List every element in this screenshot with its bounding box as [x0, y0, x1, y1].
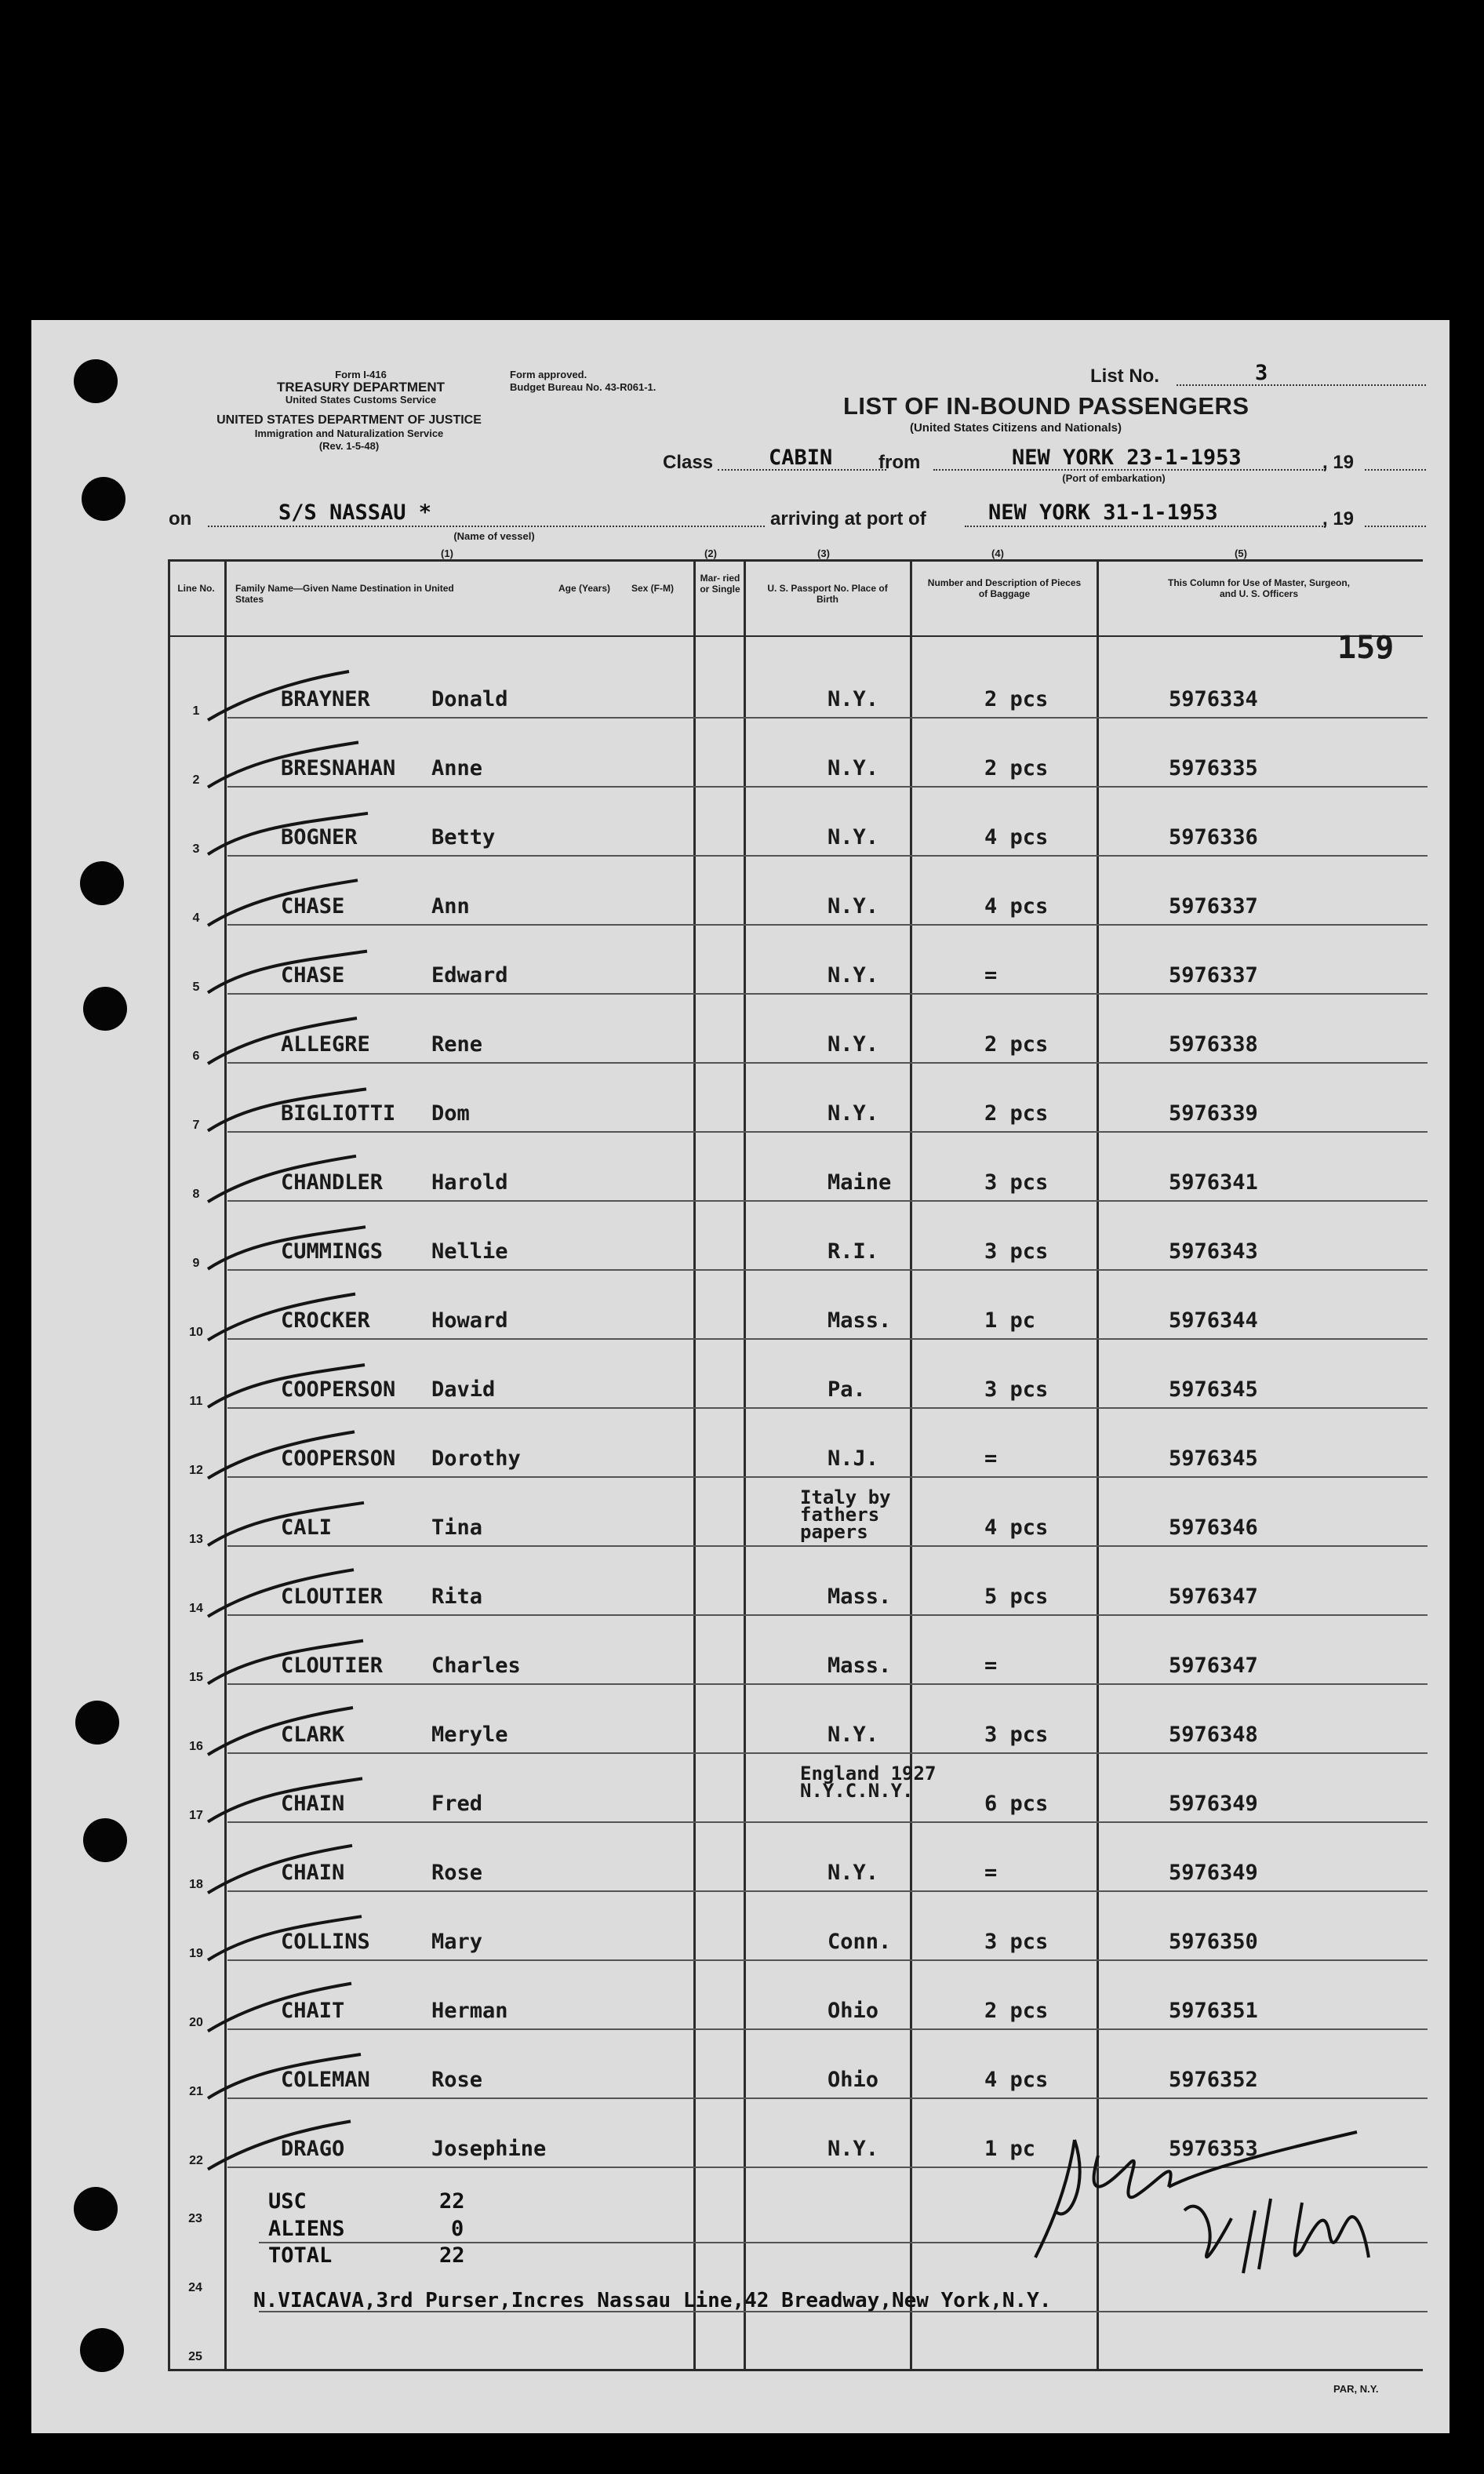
place-of-birth: Mass.	[827, 1584, 892, 1609]
place-of-birth: N.Y.	[827, 1101, 879, 1126]
ticket-number: 5976334	[1169, 687, 1258, 711]
family-name: CHAIN	[281, 1861, 345, 1885]
binder-hole	[82, 477, 125, 521]
family-name: BOGNER	[281, 825, 358, 850]
header-line-no: Line No.	[177, 583, 215, 594]
family-name: CLARK	[281, 1723, 345, 1747]
table-top-rule	[168, 559, 1423, 562]
place-of-birth: Italy by fathers papers	[800, 1486, 891, 1543]
family-name: BRAYNER	[281, 687, 370, 711]
given-name: Edward	[431, 963, 508, 988]
baggage: 4 pcs	[984, 825, 1049, 850]
header-passport: U. S. Passport No. Place of Birth	[767, 583, 888, 605]
ticket-number: 5976349	[1169, 1861, 1258, 1885]
baggage: 5 pcs	[984, 1584, 1049, 1609]
baggage: =	[984, 963, 998, 988]
line-number: 19	[189, 1947, 203, 1960]
place-of-birth: Mass.	[827, 1308, 892, 1333]
passenger-row	[31, 719, 1449, 788]
passenger-row	[31, 1961, 1449, 2030]
given-name: Meryle	[431, 1723, 508, 1747]
family-name: CHAIT	[281, 1999, 345, 2023]
passenger-row	[31, 1754, 1449, 1823]
header-age: Age (Years)	[558, 583, 611, 594]
passenger-row	[31, 926, 1449, 995]
revision: (Rev. 1-5-48)	[318, 440, 380, 452]
class-value: CABIN	[769, 446, 833, 470]
line-number: 22	[189, 2154, 203, 2167]
ticket-number: 5976347	[1169, 1584, 1258, 1609]
form-sheet	[31, 320, 1449, 2433]
passenger-row	[31, 2030, 1449, 2099]
place-of-birth: Ohio	[827, 1999, 879, 2023]
aliens-value: 0	[451, 2217, 464, 2241]
family-name: CHASE	[281, 963, 345, 988]
arriving-value: NEW YORK 31-1-1953	[988, 500, 1218, 525]
passenger-row	[31, 1478, 1449, 1547]
place-of-birth: N.Y.	[827, 1032, 879, 1057]
col-num-1: (1)	[441, 548, 453, 559]
class-label: Class	[663, 452, 714, 473]
ticket-number: 5976352	[1169, 2068, 1258, 2092]
line-number: 20	[189, 2016, 203, 2029]
baggage: 2 pcs	[984, 1032, 1049, 1057]
list-no-value: 3	[1255, 361, 1268, 385]
place-of-birth: N.Y.	[827, 963, 879, 988]
line-number: 24	[188, 2281, 202, 2294]
vessel-value: S/S NASSAU *	[278, 500, 432, 525]
list-no-label: List No.	[1090, 366, 1159, 387]
place-of-birth: N.J.	[827, 1446, 879, 1471]
purser-line: N.VIACAVA,3rd Purser,Incres Nassau Line,42 Breadway,New York,N.Y.	[253, 2289, 1052, 2312]
arriving-year-suffix: , 19	[1322, 508, 1355, 529]
family-name: CHAIN	[281, 1792, 345, 1816]
line-number: 8	[192, 1188, 200, 1201]
total-value: 22	[439, 2243, 465, 2268]
family-name: CROCKER	[281, 1308, 370, 1333]
passenger-row	[31, 1064, 1449, 1133]
line-number: 1	[192, 704, 200, 718]
table-bottom-rule	[168, 2369, 1423, 2371]
col-num-3: (3)	[817, 548, 830, 559]
baggage: 6 pcs	[984, 1792, 1049, 1816]
arriving-label: arriving at port of	[770, 508, 926, 529]
line-number: 9	[192, 1257, 200, 1270]
ticket-number: 5976336	[1169, 825, 1258, 850]
given-name: Charles	[431, 1654, 521, 1678]
line-number: 10	[189, 1326, 203, 1339]
given-name: Josephine	[431, 2137, 547, 2161]
family-name: DRAGO	[281, 2137, 345, 2161]
given-name: Dorothy	[431, 1446, 521, 1471]
baggage: 4 pcs	[984, 2068, 1049, 2092]
passenger-row	[31, 1133, 1449, 1202]
from-value: NEW YORK 23-1-1953	[1012, 446, 1242, 470]
baggage: 3 pcs	[984, 1723, 1049, 1747]
baggage: 1 pc	[984, 1308, 1036, 1333]
passenger-row	[31, 1823, 1449, 1892]
binder-hole	[74, 359, 118, 403]
family-name: CHANDLER	[281, 1170, 384, 1195]
given-name: Anne	[431, 756, 483, 780]
passenger-row	[31, 1616, 1449, 1685]
ticket-number: 5976343	[1169, 1239, 1258, 1264]
usc-label: USC	[268, 2189, 307, 2214]
ticket-number: 5976351	[1169, 1999, 1258, 2023]
ticket-number: 5976338	[1169, 1032, 1258, 1057]
line-number: 25	[188, 2350, 202, 2363]
place-of-birth: Maine	[827, 1170, 892, 1195]
given-name: Fred	[431, 1792, 483, 1816]
handwritten-signature	[1020, 2124, 1428, 2312]
baggage: 2 pcs	[984, 1999, 1049, 2023]
vessel-label: (Name of vessel)	[453, 530, 535, 542]
family-name: BRESNAHAN	[281, 756, 396, 780]
line-number: 23	[188, 2212, 202, 2225]
aliens-label: ALIENS	[268, 2217, 345, 2241]
ticket-number: 5976345	[1169, 1377, 1258, 1402]
passenger-row	[31, 1685, 1449, 1754]
line-number: 13	[189, 1533, 203, 1546]
baggage: 3 pcs	[984, 1930, 1049, 1954]
family-name: CHASE	[281, 894, 345, 919]
place-of-birth: N.Y.	[827, 687, 879, 711]
line-number: 12	[189, 1464, 203, 1477]
list-title: LIST OF IN-BOUND PASSENGERS	[843, 392, 1249, 420]
line-number: 17	[189, 1809, 203, 1822]
place-of-birth: N.Y.	[827, 1723, 879, 1747]
family-name: CLOUTIER	[281, 1654, 384, 1678]
passenger-row	[31, 857, 1449, 926]
line-number: 18	[189, 1878, 203, 1891]
given-name: Mary	[431, 1930, 483, 1954]
col-num-2: (2)	[704, 548, 717, 559]
from-label: from	[878, 452, 921, 473]
given-name: Ann	[431, 894, 470, 919]
form-approved: Form approved.	[510, 369, 587, 380]
line-number: 16	[189, 1740, 203, 1753]
family-name: CALI	[281, 1515, 333, 1540]
col-num-4: (4)	[991, 548, 1004, 559]
ticket-number: 5976341	[1169, 1170, 1258, 1195]
given-name: Rose	[431, 1861, 483, 1885]
family-name: COLLINS	[281, 1930, 370, 1954]
line-number: 14	[189, 1602, 203, 1615]
line-number: 3	[192, 842, 200, 856]
baggage: 3 pcs	[984, 1239, 1049, 1264]
header-baggage: Number and Description of Pieces of Baggage	[927, 577, 1082, 599]
place-of-birth: Ohio	[827, 2068, 879, 2092]
place-of-birth: Pa.	[827, 1377, 866, 1402]
given-name: Herman	[431, 1999, 508, 2023]
binder-hole	[80, 2328, 124, 2372]
family-name: ALLEGRE	[281, 1032, 370, 1057]
passenger-row	[31, 1547, 1449, 1616]
usc-value: 22	[439, 2189, 465, 2214]
col-num-5: (5)	[1235, 548, 1247, 559]
justice-dept: UNITED STATES DEPARTMENT OF JUSTICE	[216, 413, 482, 427]
place-of-birth: Mass.	[827, 1654, 892, 1678]
place-of-birth: N.Y.	[827, 894, 879, 919]
passenger-row	[31, 995, 1449, 1064]
line-number: 7	[192, 1119, 200, 1132]
line-number: 2	[192, 773, 200, 787]
baggage: 3 pcs	[984, 1377, 1049, 1402]
given-name: Tina	[431, 1515, 483, 1540]
family-name: CUMMINGS	[281, 1239, 384, 1264]
given-name: Rose	[431, 2068, 483, 2092]
family-name: COOPERSON	[281, 1446, 396, 1471]
ins-service: Immigration and Naturalization Service	[254, 427, 444, 439]
from-year-suffix: , 19	[1322, 452, 1355, 473]
line-number: 5	[192, 981, 200, 994]
baggage: 2 pcs	[984, 756, 1049, 780]
given-name: Rene	[431, 1032, 483, 1057]
header-sex: Sex (F-M)	[631, 583, 674, 594]
header-name: Family Name—Given Name Destination in United States	[235, 583, 454, 605]
ticket-number: 5976337	[1169, 963, 1258, 988]
family-name: BIGLIOTTI	[281, 1101, 396, 1126]
passenger-row	[31, 1271, 1449, 1340]
passenger-row	[31, 649, 1449, 719]
on-label: on	[169, 508, 192, 529]
ticket-number: 5976344	[1169, 1308, 1258, 1333]
passenger-row	[31, 1202, 1449, 1271]
ticket-number: 5976349	[1169, 1792, 1258, 1816]
customs-service: United States Customs Service	[285, 394, 437, 406]
place-of-birth: England 1927 N.Y.C.N.Y.	[800, 1763, 937, 1802]
header-officers: This Column for Use of Master, Surgeon, and U. S. Officers	[1167, 577, 1351, 599]
place-of-birth: R.I.	[827, 1239, 879, 1264]
given-name: Rita	[431, 1584, 483, 1609]
given-name: Nellie	[431, 1239, 508, 1264]
place-of-birth: N.Y.	[827, 825, 879, 850]
budget-bureau: Budget Bureau No. 43-R061-1.	[510, 381, 657, 393]
ticket-number: 5976335	[1169, 756, 1258, 780]
line-number: 6	[192, 1050, 200, 1063]
family-name: COLEMAN	[281, 2068, 370, 2092]
baggage: 1 pc	[984, 2137, 1036, 2161]
ticket-number: 5976348	[1169, 1723, 1258, 1747]
ticket-number: 5976347	[1169, 1654, 1258, 1678]
place-of-birth: N.Y.	[827, 2137, 879, 2161]
page-stamp: 159	[1337, 630, 1395, 666]
line-number: 11	[189, 1395, 203, 1408]
treasury-dept: TREASURY DEPARTMENT	[276, 380, 446, 395]
place-of-birth: Conn.	[827, 1930, 892, 1954]
passenger-row	[31, 788, 1449, 857]
family-name: COOPERSON	[281, 1377, 396, 1402]
header-bottom-rule	[168, 635, 1423, 637]
header-married: Mar- ried or Single	[700, 573, 740, 595]
port-embarkation-label: (Port of embarkation)	[1062, 472, 1166, 484]
check-mark-icon	[200, 2115, 380, 2185]
ticket-number: 5976337	[1169, 894, 1258, 919]
given-name: Howard	[431, 1308, 508, 1333]
line-number: 15	[189, 1671, 203, 1684]
printer-mark: PAR, N.Y.	[1333, 2383, 1379, 2395]
total-label: TOTAL	[268, 2243, 333, 2268]
given-name: Donald	[431, 687, 508, 711]
given-name: Harold	[431, 1170, 508, 1195]
form-number: Form I-416	[335, 369, 387, 380]
line-number: 21	[189, 2085, 203, 2098]
ticket-number: 5976346	[1169, 1515, 1258, 1540]
ticket-number: 5976339	[1169, 1101, 1258, 1126]
baggage: 2 pcs	[984, 1101, 1049, 1126]
passenger-row	[31, 1892, 1449, 1961]
passenger-row	[31, 1340, 1449, 1409]
baggage: 2 pcs	[984, 687, 1049, 711]
passenger-row	[31, 1409, 1449, 1478]
ticket-number: 5976353	[1169, 2137, 1258, 2161]
place-of-birth: N.Y.	[827, 1861, 879, 1885]
line-number: 4	[192, 911, 200, 925]
list-subtitle: (United States Citizens and Nationals)	[909, 421, 1122, 435]
binder-hole	[74, 2187, 118, 2231]
baggage: =	[984, 1861, 998, 1885]
given-name: Betty	[431, 825, 496, 850]
baggage: 4 pcs	[984, 894, 1049, 919]
ticket-number: 5976350	[1169, 1930, 1258, 1954]
family-name: CLOUTIER	[281, 1584, 384, 1609]
baggage: 3 pcs	[984, 1170, 1049, 1195]
baggage: 4 pcs	[984, 1515, 1049, 1540]
given-name: David	[431, 1377, 496, 1402]
baggage: =	[984, 1446, 998, 1471]
baggage: =	[984, 1654, 998, 1678]
ticket-number: 5976345	[1169, 1446, 1258, 1471]
given-name: Dom	[431, 1101, 470, 1126]
place-of-birth: N.Y.	[827, 756, 879, 780]
